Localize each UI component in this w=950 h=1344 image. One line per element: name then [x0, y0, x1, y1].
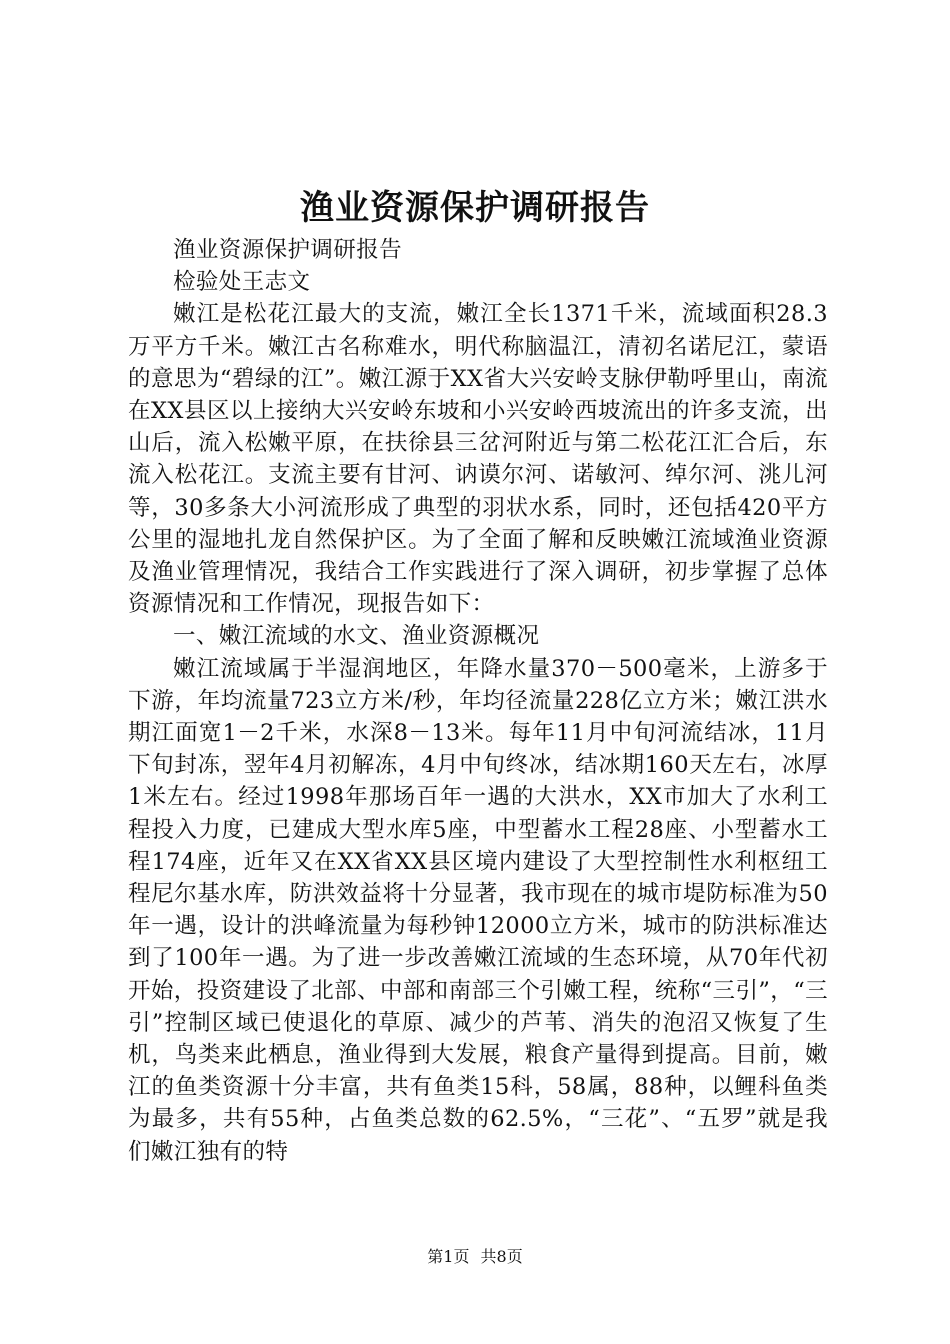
section-heading-1: 一、嫩江流域的水文、渔业资源概况	[173, 623, 540, 650]
paragraph-subtitle: 渔业资源保护调研报告	[173, 237, 403, 263]
page-footer	[0, 1246, 950, 1268]
paragraph-intro: 嫩江是松花江最大的支流，嫩江全长1371千米，流域面积28.3万平方千米。嫩江古名称难水，明代称脑温江，清初名诺尼江，蒙语的意思为“碧绿的江”。嫩江源于XX省大兴安岭支脉伊勒呼里山，南流在XX县区以上接纳大兴安岭东坡和小兴安岭西坡流出的许多支流，出山后，流入松嫩平原，在扶徐县三岔河附近与第二松花江汇合后，东流入松花江。支流主要有甘河、讷谟尔河、诺敏河、绰尔河、洮儿河等，30多条大小河流形成了典型的羽状水系，同时，还包括420平方公里的湿地扎龙自然保护区。为了全面了解和反映嫩江流域渔业资源及渔业管理情况，我结合工作实践进行了深入调研，初步掌握了总体资源情况和工作情况，现报告如下：	[128, 301, 828, 618]
page-number: 第1页	[427, 1247, 470, 1266]
document-title: 渔业资源保护调研报告	[300, 188, 650, 228]
paragraph-hydrology: 嫩江流域属于半湿润地区，年降水量370－500毫米，上游多于下游，年均流量723立方米/秒，年均径流量228亿立方米；嫩江洪水期江面宽1－2千米，水深8－13米。每年11月中旬河流结冰，11月下旬封冻，翌年4月初解冻，4月中旬终冰，结冰期160天左右，冰厚1米左右。经过1998年那场百年一遇的大洪水，XX市加大了水利工程投入力度，已建成大型水库5座，中型蓄水工程28座、小型蓄水工程174座，近年又在XX省XX县区境内建设了大型控制性水利枢纽工程尼尔基水库，防洪效益将十分显著，我市现在的城市堤防标准为50年一遇，设计的洪峰流量为每秒钟12000立方米，城市的防洪标准达到了100年一遇。为了进一步改善嫩江流域的生态环境，从70年代初开始，投资建设了北部、中部和南部三个引嫩工程，统称“三引”，“三引”控制区域已使退化的草原、减少的芦苇、消失的泡沼又恢复了生机，鸟类来此栖息，渔业得到大发展，粮食产量得到提高。目前，嫩江的鱼类资源十分丰富，共有鱼类15科，58属，88种，以鲤科鱼类为最多，共有55种，占鱼类总数的62.5%，“三花”、“五罗”就是我们嫩江独有的特	[128, 655, 828, 1165]
document-body	[128, 234, 828, 1168]
page-total: 共8页	[480, 1247, 523, 1266]
paragraph-author: 检验处王志文	[173, 269, 311, 296]
